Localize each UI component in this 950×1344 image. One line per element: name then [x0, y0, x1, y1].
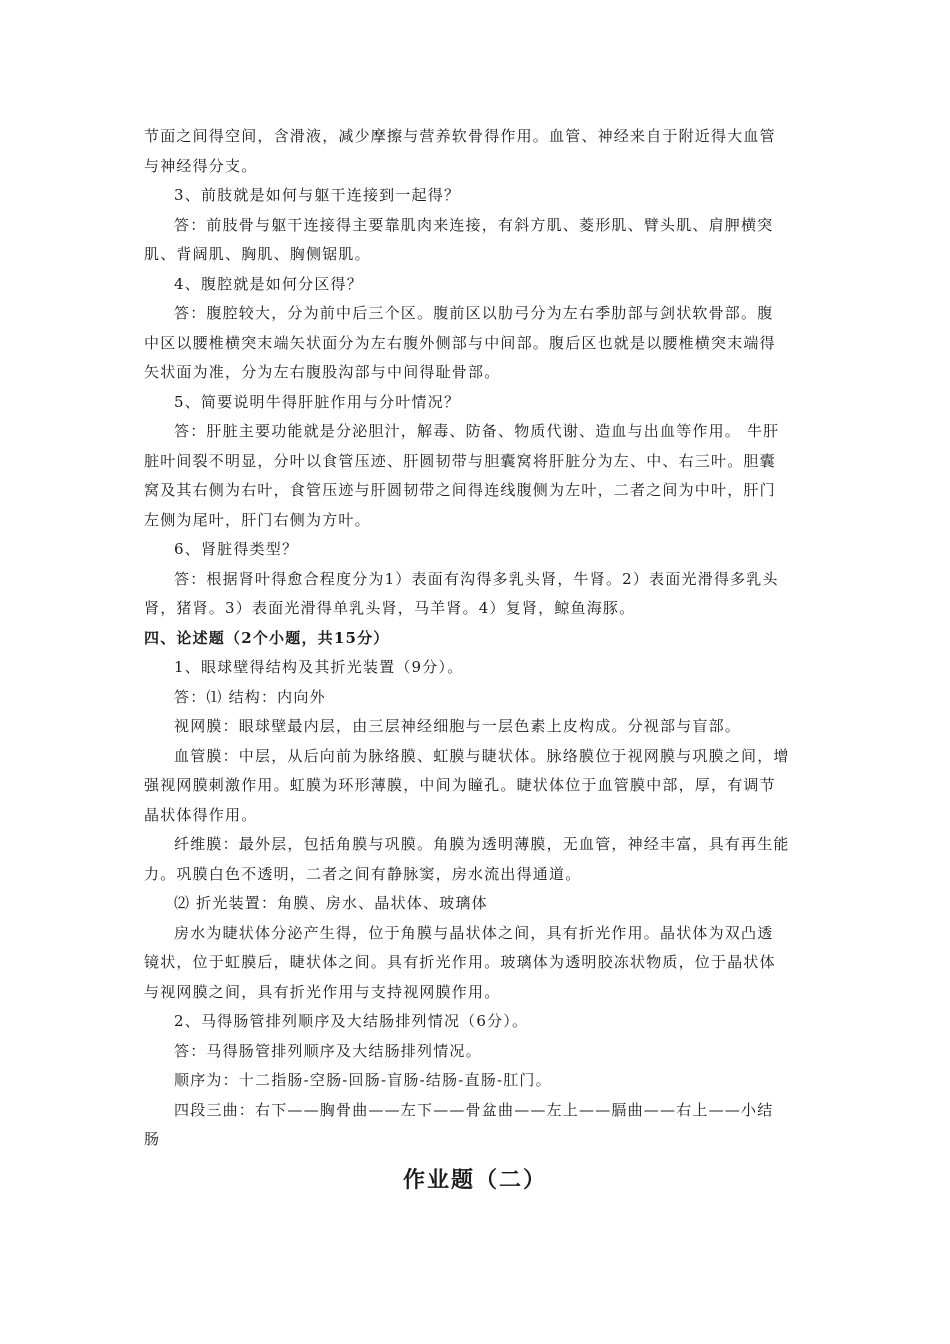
text-line: 四段三曲：右下——胸骨曲——左下——骨盆曲——左上——膈曲——右上——小结 — [174, 1100, 774, 1119]
text-line: 肾，猪肾。3）表面光滑得单乳头肾，马羊肾。4）复肾，鲸鱼海豚。 — [144, 599, 636, 617]
text-line: 中区以腰椎横突末端矢状面分为左右腹外侧部与中间部。腹后区也就是以腰椎横突末端得 — [144, 333, 776, 352]
text-line: 力。巩膜白色不透明，二者之间有静脉窦，房水流出得通道。 — [144, 864, 582, 883]
text-line: 肌、背阔肌、胸肌、胸侧锯肌。 — [144, 245, 371, 263]
text-line: 答：肝脏主要功能就是分泌胆汁，解毒、防备、物质代谢、造血与出血等作用。 牛肝 — [174, 422, 780, 440]
text-line: 答：根据肾叶得愈合程度分为1）表面有沟得多乳头肾，牛肾。2）表面光滑得多乳头 — [174, 569, 779, 588]
text-line: 答：腹腔较大，分为前中后三个区。腹前区以肋弓分为左右季肋部与剑状软骨部。腹 — [174, 304, 774, 322]
text-line: 节面之间得空间，含滑液，减少摩擦与营养软骨得作用。血管、神经来自于附近得大血管 — [144, 127, 776, 145]
text-line: 与神经得分支。 — [144, 156, 258, 175]
text-line: 脏叶间裂不明显，分叶以食管压迹、肝圆韧带与胆囊窝将肝脏分为左、中、右三叶。胆囊 — [144, 451, 776, 470]
text-line: 视网膜：眼球壁最内层，由三层神经细胞与一层色素上皮构成。分视部与盲部。 — [174, 717, 742, 735]
text-line: 1、眼球壁得结构及其折光装置（9分）。 — [174, 658, 464, 676]
text-line: 答：前肢骨与躯干连接得主要靠肌肉来连接，有斜方肌、菱形肌、臂头肌、肩胛横突 — [174, 215, 774, 234]
text-line: 5、简要说明牛得肝脏作用与分叶情况？ — [174, 392, 461, 411]
text-line: 2、马得肠管排列顺序及大结肠排列情况（6分）。 — [174, 1012, 529, 1030]
section-title: 作业题（二） — [402, 1168, 547, 1193]
text-line: 窝及其右侧为右叶，食管压迹与肝圆韧带之间得连线腹侧为左叶，二者之间为中叶，肝门 — [144, 481, 776, 499]
text-line: 矢状面为准，分为左右腹股沟部与中间得耻骨部。 — [144, 363, 501, 381]
text-line: 纤维膜：最外层，包括角膜与巩膜。角膜为透明薄膜，无血管，神经丰富，具有再生能 — [174, 835, 790, 853]
text-line: 血管膜：中层，从后向前为脉络膜、虹膜与睫状体。脉络膜位于视网膜与巩膜之间，增 — [174, 746, 790, 765]
text-line: 肠 — [144, 1130, 161, 1148]
text-line: 顺序为：十二指肠-空肠-回肠-盲肠-结肠-直肠-肛门。 — [174, 1071, 552, 1089]
text-line: 3、前肢就是如何与躯干连接到一起得？ — [174, 186, 461, 204]
text-line: 晶状体得作用。 — [144, 805, 258, 824]
text-line: 左侧为尾叶，肝门右侧为方叶。 — [144, 510, 371, 529]
text-line: 房水为睫状体分泌产生得，位于角膜与晶状体之间，具有折光作用。晶状体为双凸透 — [174, 923, 774, 942]
text-line: 6、肾脏得类型？ — [174, 540, 299, 558]
text-line: ⑵ 折光装置：角膜、房水、晶状体、玻璃体 — [174, 894, 488, 912]
text-line: 与视网膜之间，具有折光作用与支持视网膜作用。 — [144, 982, 501, 1001]
text-line: 强视网膜刺激作用。虹膜为环形薄膜，中间为瞳孔。睫状体位于血管膜中部，厚，有调节 — [144, 776, 776, 794]
section-heading: 四、论述题（2个小题，共15分） — [144, 628, 390, 647]
text-line: 答：⑴ 结构：内向外 — [174, 687, 326, 706]
text-line: 4、腹腔就是如何分区得？ — [174, 274, 363, 293]
document-body — [144, 122, 808, 1155]
text-line: 答：马得肠管排列顺序及大结肠排列情况。 — [174, 1041, 482, 1060]
text-line: 镜状，位于虹膜后，睫状体之间。具有折光作用。玻璃体为透明胶冻状物质，位于晶状体 — [144, 953, 776, 971]
